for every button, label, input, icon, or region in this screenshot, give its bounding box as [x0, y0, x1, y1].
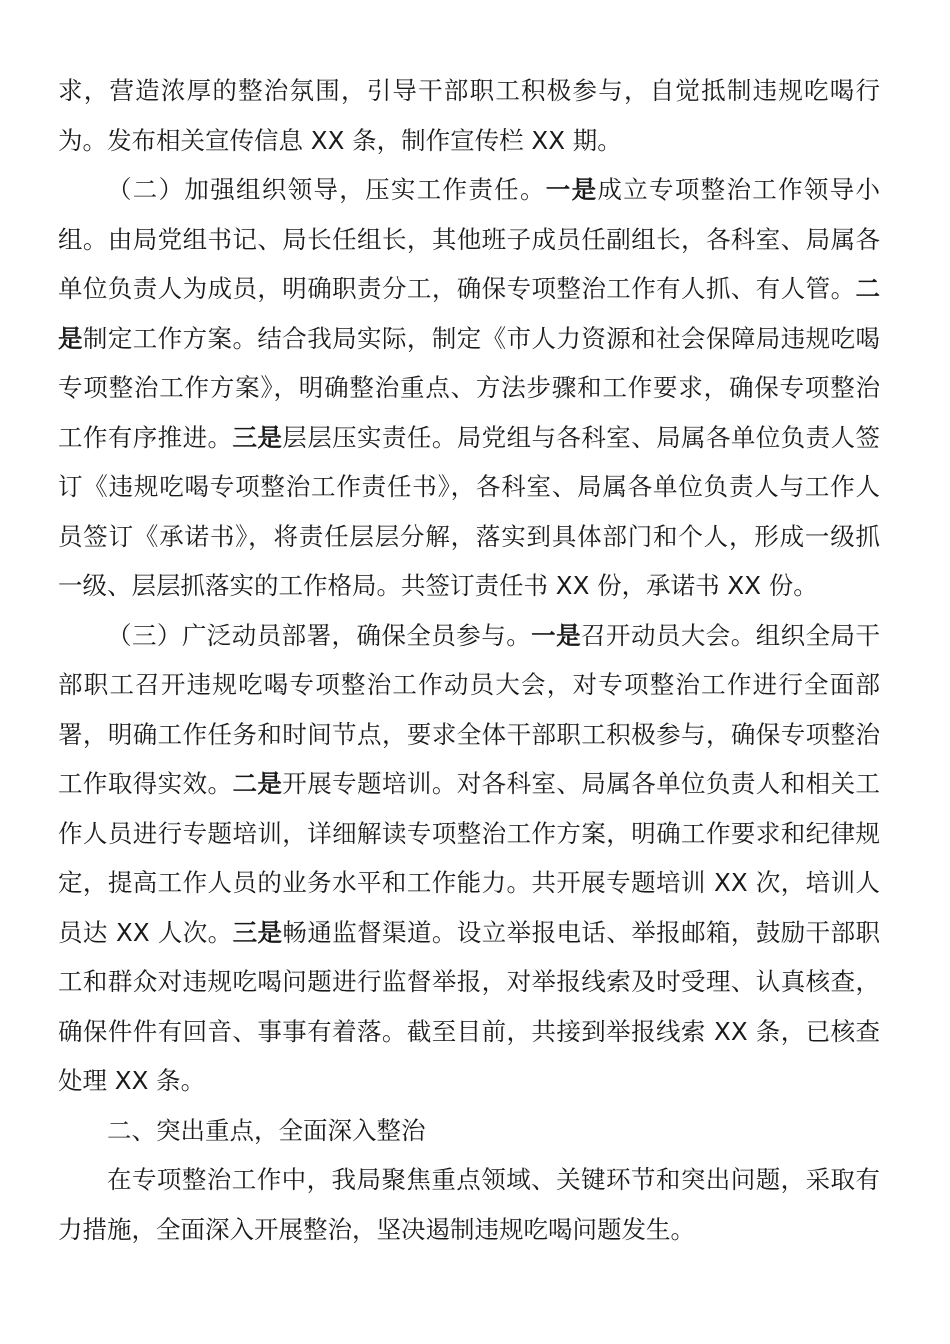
text-line: 确保件件有回音、事事有着落。截至目前，共接到举报线索 XX 条，已核查: [58, 1016, 880, 1046]
text-span: 畅通监督渠道。设立举报电话、举报邮箱，鼓励干部职: [282, 917, 880, 947]
text-span: 工作取得实效。: [58, 769, 233, 798]
text-span: 制定工作方案。结合我局实际，制定《市人力资源和社会保障局违规吃喝: [82, 323, 880, 353]
text-span: 单位负责人为成员，明确职责分工，确保专项整治工作有人抓、有人管。: [58, 274, 856, 303]
section-title: 二、突出重点，全面深入整治: [107, 1115, 426, 1145]
text-line: 员签订《承诺书》，将责任层层分解，落实到具体部门和个人，形成一级抓: [58, 521, 880, 551]
text-line: [58, 264, 880, 314]
section-heading: （二）加强组织领导，压实工作责任。: [107, 175, 546, 204]
section-2: [58, 1106, 880, 1156]
text-line: 订《违规吃喝专项整治工作责任书》，各科室、局属各单位负责人与工作人: [58, 472, 880, 501]
text-span: 成立专项整治工作领导小: [597, 175, 880, 204]
paragraph-4: [58, 1155, 880, 1254]
text-line: 定，提高工作人员的业务水平和工作能力。共开展专题培训 XX 次，培训人: [58, 868, 880, 897]
text-span: 开展专题培训。对各科室、局属各单位负责人和相关工: [282, 769, 880, 798]
text-line: 组。由局党组书记、局长任组长，其他班子成员任副组长，各科室、局属各: [58, 224, 880, 254]
bold-label: 三是: [232, 917, 283, 947]
bold-label: 是: [58, 323, 83, 353]
text-span: 工作有序推进。: [58, 422, 233, 452]
text-line: [58, 611, 880, 661]
text-line: 署，明确工作任务和时间节点，要求全体干部职工积极参与，确保专项整治: [58, 719, 880, 749]
text-line: 处理 XX 条。: [58, 1066, 206, 1095]
text-line: 为。发布相关宣传信息 XX 条，制作宣传栏 XX 期。: [58, 125, 622, 155]
bold-label: 三是: [232, 422, 283, 452]
text-span: 召开动员大会。组织全局干: [581, 620, 880, 650]
paragraph-1: [58, 66, 880, 165]
text-line: 求，营造浓厚的整治氛围，引导干部职工积极参与，自觉抵制违规吃喝行: [58, 76, 880, 105]
bold-label: 一是: [531, 620, 582, 650]
text-line: 部职工召开违规吃喝专项整治工作动员大会，对专项整治工作进行全面部: [58, 670, 880, 699]
text-line: [58, 908, 880, 958]
text-line: 力措施，全面深入开展整治，坚决遏制违规吃喝问题发生。: [58, 1214, 695, 1244]
text-line: [58, 165, 880, 215]
text-line: 一级、层层抓落实的工作格局。共签订责任书 XX 份，承诺书 XX 份。: [58, 571, 818, 600]
bold-label: 二: [855, 274, 880, 303]
paragraph-2: [58, 165, 880, 611]
bold-label: 二是: [232, 769, 283, 798]
text-span: 层层压实责任。局党组与各科室、局属各单位负责人签: [282, 422, 880, 452]
text-line: 工和群众对违规吃喝问题进行监督举报，对举报线索及时受理、认真核查，: [58, 967, 880, 996]
text-line: 专项整治工作方案》，明确整治重点、方法步骤和工作要求，确保专项整治: [58, 373, 880, 402]
bold-label: 一是: [545, 175, 598, 204]
paragraph-3: [58, 611, 880, 1106]
text-line: 在专项整治工作中，我局聚焦重点领域、关键环节和突出问题，采取有: [107, 1165, 880, 1194]
document-body: [58, 66, 880, 1254]
text-line: [58, 759, 880, 809]
section-heading: （三）广泛动员部署，确保全员参与。: [107, 620, 532, 650]
text-line: [58, 413, 880, 463]
text-line: 作人员进行专题培训，详细解读专项整治工作方案，明确工作要求和纪律规: [58, 818, 880, 848]
text-span: 员达 XX 人次。: [58, 917, 233, 947]
text-line: [58, 314, 880, 364]
